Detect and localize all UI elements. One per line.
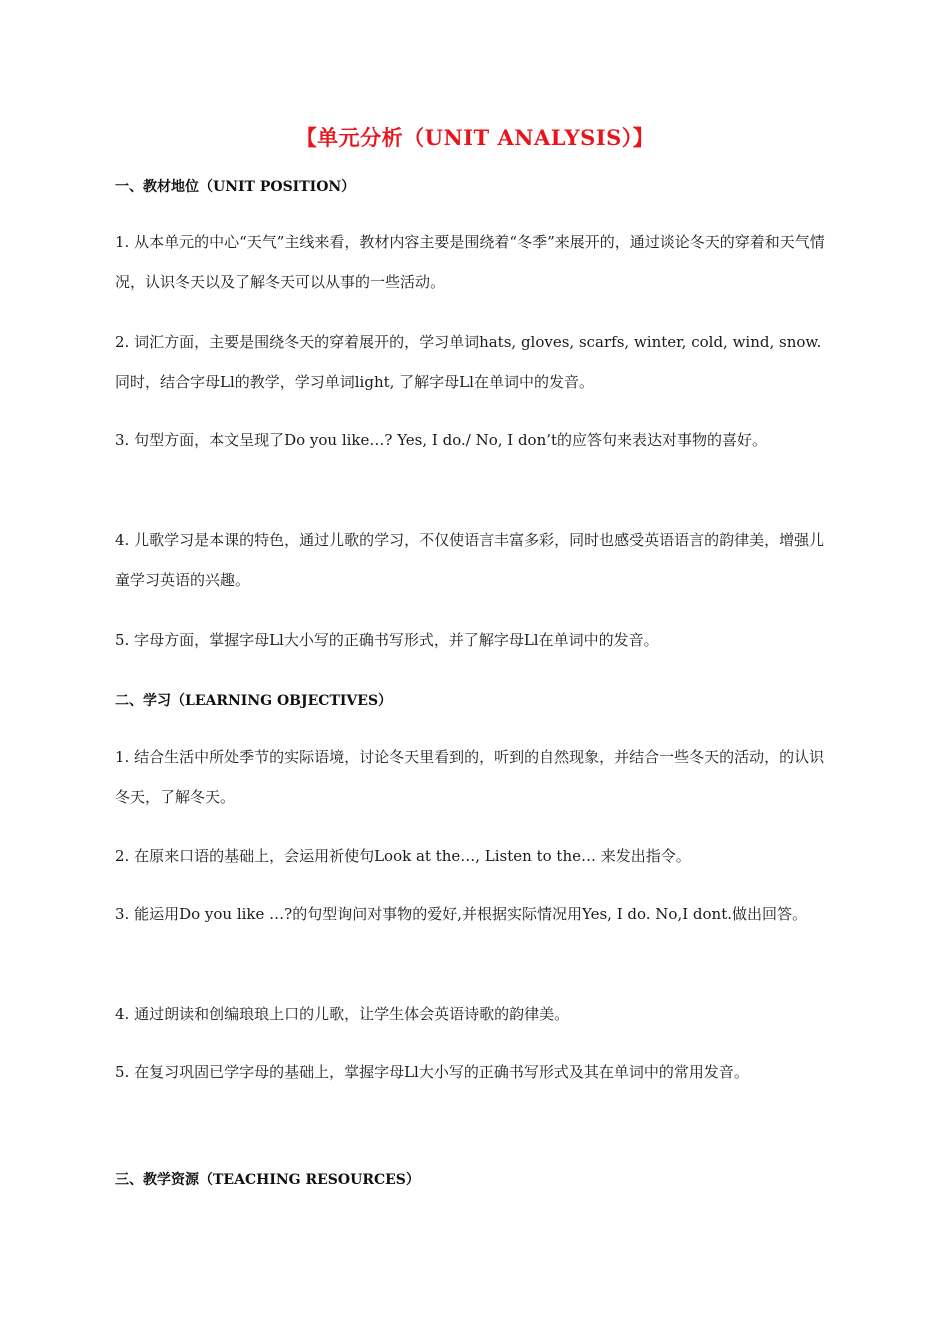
- section-heading-learning-objectives: 二、学习（LEARNING OBJECTIVES）: [115, 693, 393, 709]
- paragraph: 4. 儿歌学习是本课的特色，通过儿歌的学习，不仅使语言丰富多彩，同时也感受英语语言的韵律美，增强儿童学习英语的兴趣。: [115, 531, 825, 589]
- paragraph: 5. 在复习巩固已学字母的基础上，掌握字母Ll大小写的正确书写形式及其在单词中的常用发音。: [115, 1063, 749, 1081]
- paragraph: 4. 通过朗读和创编琅琅上口的儿歌，让学生体会英语诗歌的韵律美。: [115, 1005, 570, 1023]
- paragraph: 3. 句型方面，本文呈现了Do you like…? Yes, I do./ No, I don’t的应答句来表达对事物的喜好。: [115, 431, 768, 449]
- section-heading-unit-position: 一、教材地位（UNIT POSITION）: [115, 179, 356, 195]
- paragraph: 1. 从本单元的中心“天气”主线来看，教材内容主要是围绕着“冬季”来展开的，通过谈论冬天的穿着和天气情况，认识冬天以及了解冬天可以从事的一些活动。: [115, 233, 825, 291]
- section-heading-teaching-resources: 三、教学资源（TEACHING RESOURCES）: [115, 1172, 420, 1188]
- paragraph: 2. 词汇方面，主要是围绕冬天的穿着展开的，学习单词hats, gloves, scarfs, winter, cold, wind, snow.同时，结合字母Ll的教学，学习单词light, 了解字母Ll在单词中的发音。: [115, 333, 822, 391]
- paragraph: 1. 结合生活中所处季节的实际语境，讨论冬天里看到的，听到的自然现象，并结合一些冬天的活动，的认识冬天，了解冬天。: [115, 748, 825, 806]
- paragraph: 5. 字母方面，掌握字母Ll大小写的正确书写形式，并了解字母Ll在单词中的发音。: [115, 631, 659, 649]
- paragraph: 3. 能运用Do you like …?的句型询问对事物的爱好,并根据实际情况用Yes, I do. No,I dont.做出回答。: [115, 905, 807, 923]
- paragraph: 2. 在原来口语的基础上，会运用祈使句Look at the…, Listen to the… 来发出指令。: [115, 847, 691, 865]
- page-title: 【单元分析（UNIT ANALYSIS）】: [295, 125, 655, 150]
